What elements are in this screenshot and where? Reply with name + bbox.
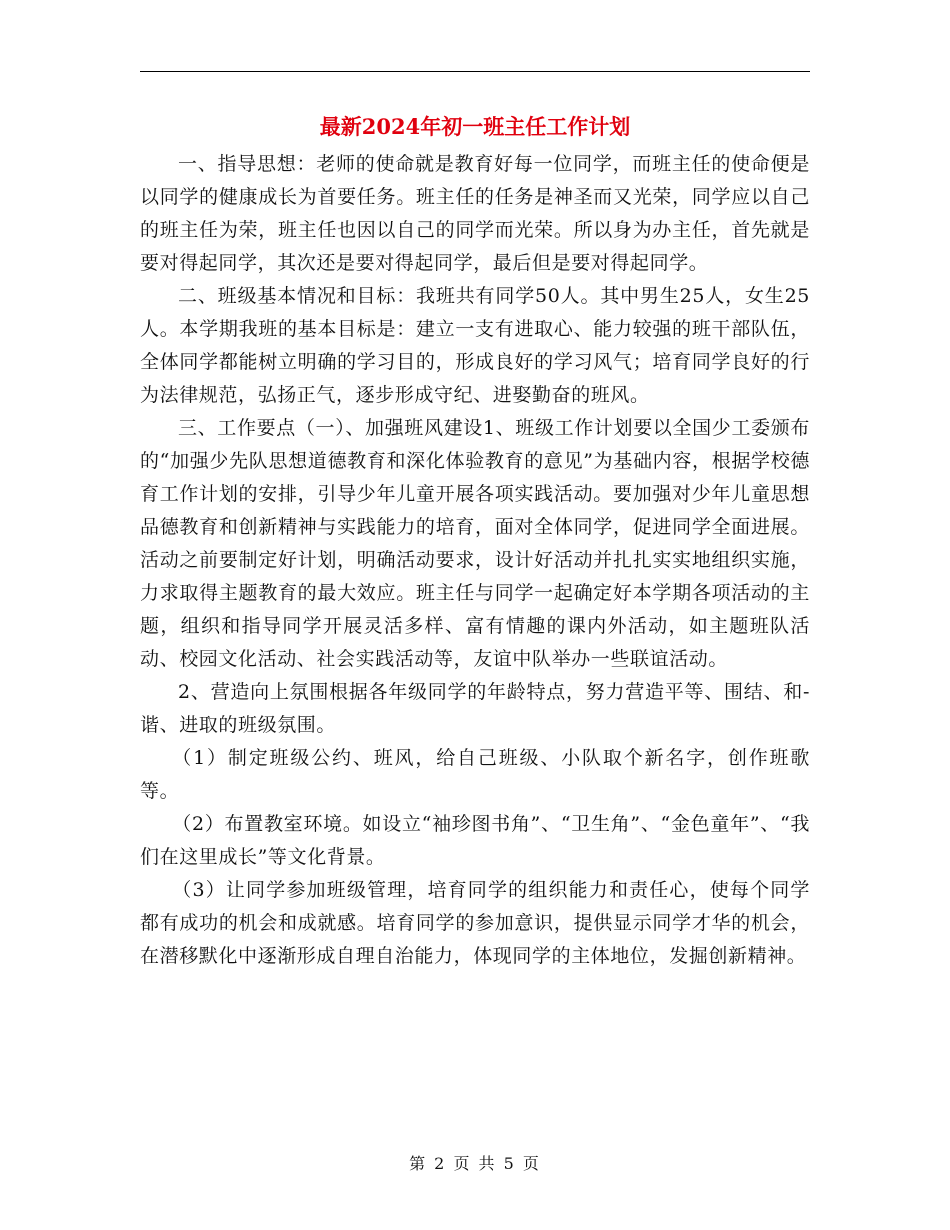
paragraph-item-3: （3）让同学参加班级管理，培育同学的组织能力和责任心，使每个同学都有成功的机会和成就感。培育同学的参加意识，提供显示同学才华的机会，在潜移默化中逐渐形成自理自治能力，体现同学的主体地位，发掘创新精神。 [140, 879, 810, 967]
paragraph-guiding-ideology: 一、指导思想：老师的使命就是教育好每一位同学，而班主任的使命便是以同学的健康成长为首要任务。班主任的任务是神圣而又光荣，同学应以自己的班主任为荣，班主任也因以自己的同学而光荣。所以身为办主任，首先就是要对得起同学，其次还是要对得起同学，最后但是要对得起同学。 [140, 153, 810, 274]
document-body [140, 148, 810, 973]
paragraph-item-2: （2）布置教室环境。如设立“袖珍图书角”、“卫生角”、“金色童年”、“我们在这里成长”等文化背景。 [140, 813, 810, 868]
paragraph-class-situation: 二、班级基本情况和目标：我班共有同学50人。其中男生25人，女生25人。本学期我班的基本目标是：建立一支有进取心、能力较强的班干部队伍，全体同学都能树立明确的学习目的，形成良好的学习风气；培育同学良好的行为法律规范，弘扬正气，逐步形成守纪、进娶勤奋的班风。 [140, 285, 810, 406]
paragraph-atmosphere: 2、营造向上氛围根据各年级同学的年龄特点，努力营造平等、围结、和-谐、进取的班级氛围。 [140, 681, 810, 736]
paragraph-item-1: （1）制定班级公约、班风，给自己班级、小队取个新名字，创作班歌等。 [140, 747, 810, 802]
page-number-footer: 第 2 页 共 5 页 [409, 1154, 541, 1173]
document-title: 最新2024年初一班主任工作计划 [319, 114, 631, 139]
paragraph-work-points: 三、工作要点（一）、加强班风建设1、班级工作计划要以全国少工委颁布的“加强少先队思想道德教育和深化体验教育的意见”为基础内容，根据学校德育工作计划的安排，引导少年儿童开展各项实践活动。要加强对少年儿童思想品德教育和创新精神与实践能力的培育，面对全体同学，促进同学全面进展。活动之前要制定好计划，明确活动要求，设计好活动并扎扎实实地组织实施，力求取得主题教育的最大效应。班主任与同学一起确定好本学期各项活动的主题，组织和指导同学开展灵活多样、富有情趣的课内外活动，如主题班队活动、校园文化活动、社会实践活动等，友谊中队举办一些联谊活动。 [140, 417, 810, 670]
header-rule [140, 71, 810, 72]
